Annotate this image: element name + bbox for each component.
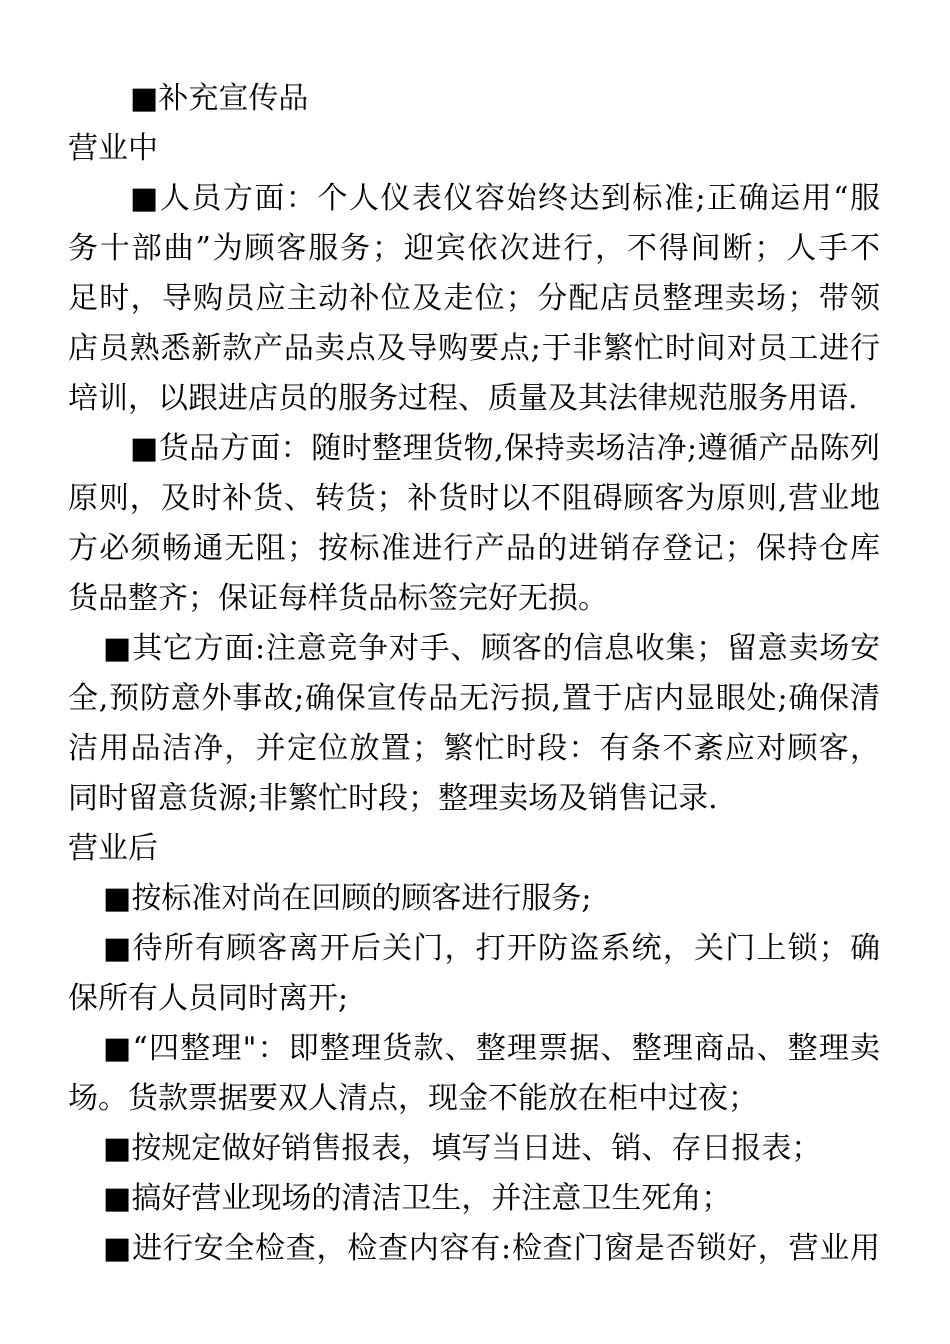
bullet-close-line-1: ■待所有顾客离开后关门，打开防盗系统，关门上锁；确 [103,931,880,966]
paragraph-goods-line-1: ■货品方面：随时整理货物,保持卖场洁净;遵循产品陈列 [130,431,880,466]
bullet-cleaning: ■搞好营业现场的清洁卫生，并注意卫生死角； [103,1181,732,1216]
bullet-four-tidy-line-2: 场。货款票据要双人清点，现金不能放在柜中过夜； [68,1081,758,1116]
paragraph-goods-line-2: 原则，及时补货、转货；补货时以不阻碍顾客为原则,营业地 [68,481,880,516]
paragraph-staff-line-1: ■人员方面：个人仪表仪容始终达到标准;正确运用“服 [130,181,880,216]
section-heading-after-business: 营业后 [68,831,158,866]
bullet-supplement-promo: ■补充宣传品 [130,81,309,116]
bullet-close-line-2: 保所有人员同时离开; [68,981,349,1016]
section-heading-during-business: 营业中 [68,131,158,166]
paragraph-goods-line-4: 货品整齐；保证每样货品标签完好无损。 [68,581,608,616]
bullet-sales-report: ■按规定做好销售报表，填写当日进、销、存日报表； [103,1131,822,1166]
paragraph-other-line-1: ■其它方面:注意竞争对手、顾客的信息收集；留意卖场安 [103,631,880,666]
paragraph-goods-line-3: 方必须畅通无阻；按标准进行产品的进销存登记；保持仓库 [68,531,880,566]
paragraph-staff-line-3: 足时，导购员应主动补位及走位；分配店员整理卖场；带领 [68,281,880,316]
paragraph-other-line-3: 洁用品洁净，并定位放置；繁忙时段：有条不紊应对顾客， [68,731,880,766]
paragraph-other-line-4: 同时留意货源;非繁忙时段；整理卖场及销售记录. [68,781,718,816]
paragraph-other-line-2: 全,预防意外事故;确保宣传品无污损,置于店内显眼处;确保清 [68,681,880,716]
paragraph-staff-line-2: 务十部曲”为顾客服务；迎宾依次进行，不得间断；人手不 [68,231,880,266]
bullet-serve-remaining: ■按标准对尚在回顾的顾客进行服务; [103,881,592,916]
bullet-safety-check: ■进行安全检查，检查内容有:检查门窗是否锁好，营业用 [103,1231,880,1266]
paragraph-staff-line-5: 培训，以跟进店员的服务过程、质量及其法律规范服务用语. [68,381,858,416]
bullet-four-tidy-line-1: ■“四整理"：即整理货款、整理票据、整理商品、整理卖 [103,1031,880,1066]
paragraph-staff-line-4: 店员熟悉新款产品卖点及导购要点;于非繁忙时间对员工进行 [68,331,880,366]
